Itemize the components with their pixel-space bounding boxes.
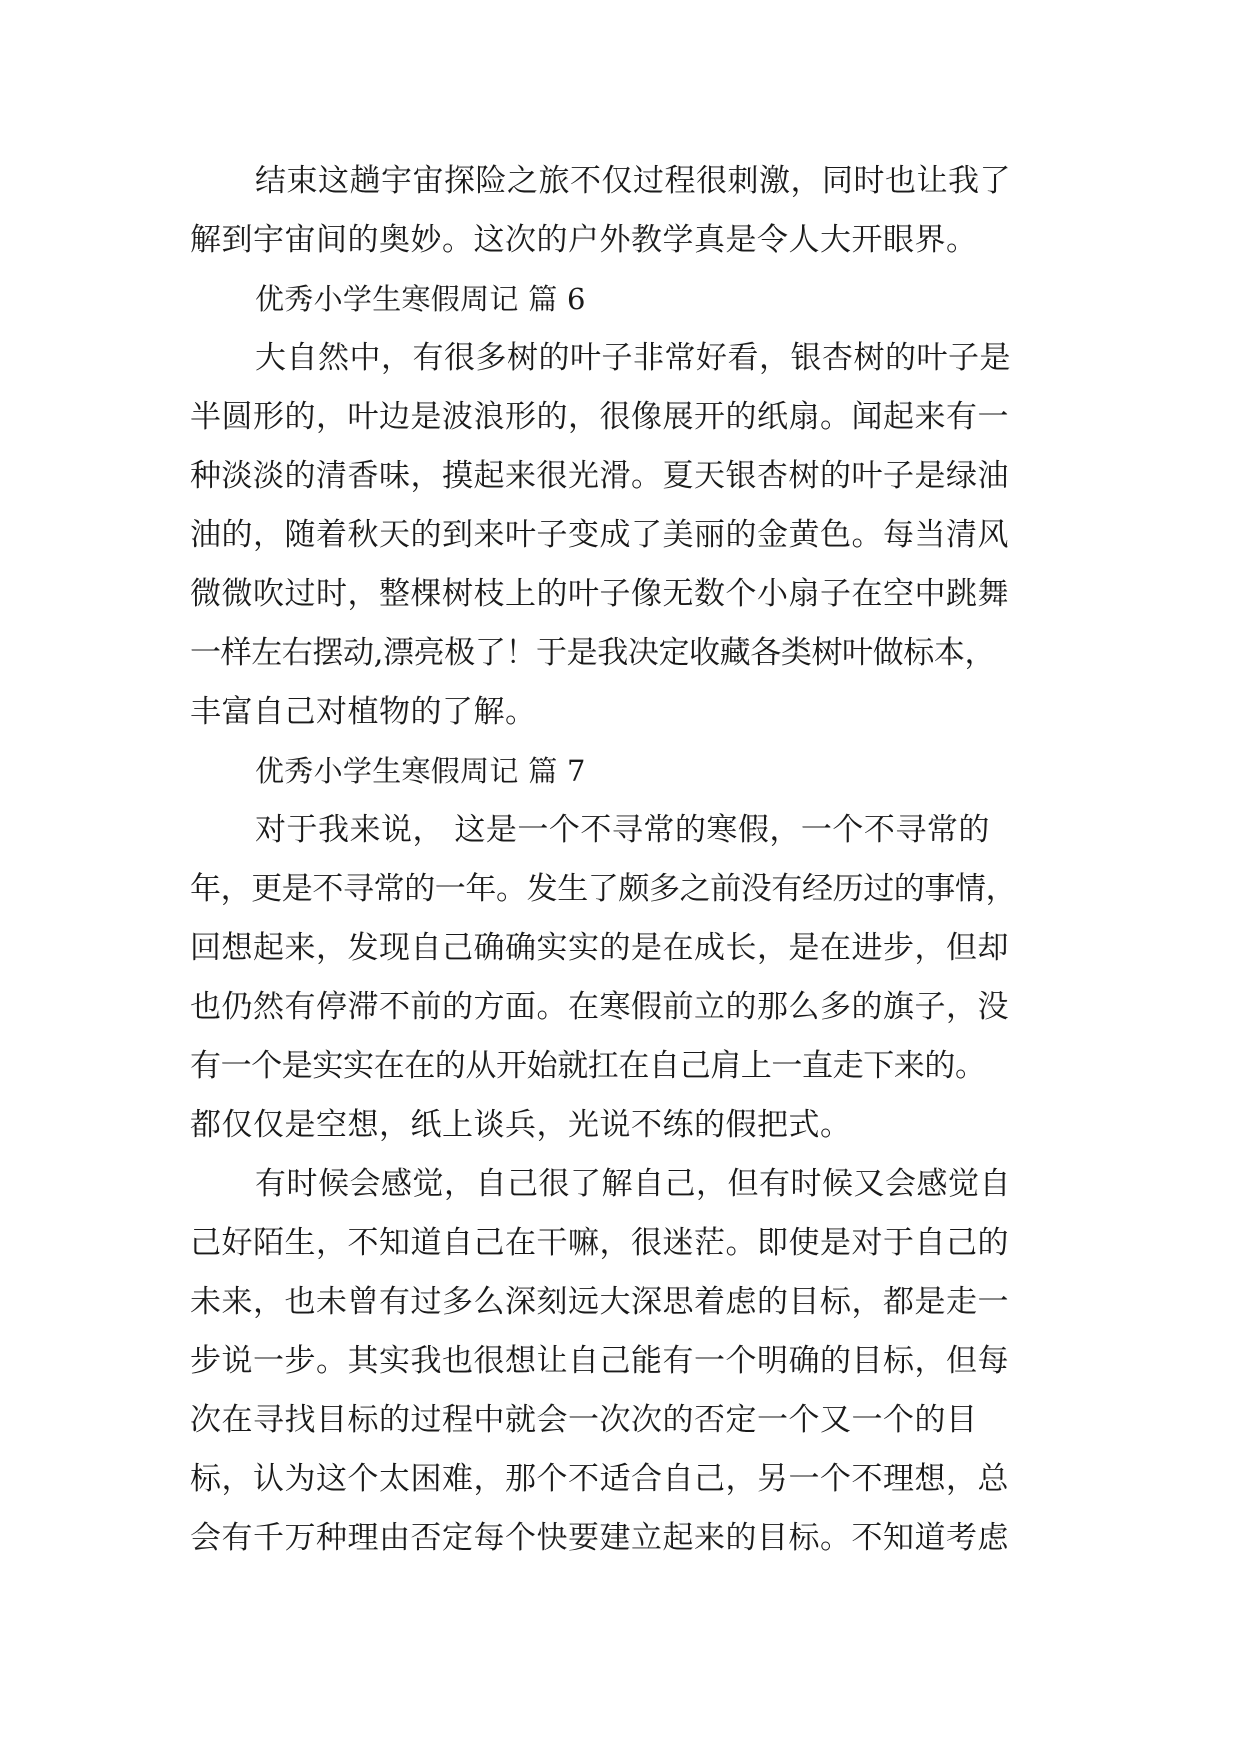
paragraph-line: 回想起来，发现自己确确实实的是在成长，是在进步，但却: [190, 930, 1009, 966]
paragraph-line: 未来，也未曾有过多么深刻远大深思着虑的目标，都是走一: [190, 1284, 1009, 1320]
paragraph-line: 结束这趟宇宙探险之旅不仅过程很刺激，同时也让我了: [255, 163, 1011, 199]
paragraph-line: 微微吹过时，整棵树枝上的叶子像无数个小扇子在空中跳舞: [190, 576, 1009, 612]
paragraph-line: 种淡淡的清香味，摸起来很光滑。夏天银杏树的叶子是绿油: [190, 458, 1009, 494]
paragraph-line: 步说一步。其实我也很想让自己能有一个明确的目标，但每: [190, 1343, 1009, 1379]
paragraph-line: 都仅仅是空想，纸上谈兵，光说不练的假把式。: [190, 1107, 852, 1143]
paragraph-line: 解到宇宙间的奥妙。这次的户外教学真是令人大开眼界。: [190, 222, 978, 258]
paragraph-line: 对于我来说， 这是一个不寻常的寒假，一个不寻常的: [255, 812, 990, 848]
document-body: [190, 152, 1060, 1568]
paragraph-line: 半圆形的，叶边是波浪形的，很像展开的纸扇。闻起来有一: [190, 399, 1009, 435]
paragraph-line: 会有千万种理由否定每个快要建立起来的目标。不知道考虑: [190, 1520, 1009, 1556]
paragraph-line: 有时候会感觉，自己很了解自己，但有时候又会感觉自: [255, 1166, 1011, 1202]
paragraph-line: 年，更是不寻常的一年。发生了颇多之前没有经历过的事情，: [190, 871, 1017, 907]
paragraph-line: 己好陌生，不知道自己在干嘛，很迷茫。即使是对于自己的: [190, 1225, 1009, 1261]
paragraph-line: 标，认为这个太困难，那个不适合自己，另一个不理想，总: [190, 1461, 1009, 1497]
paragraph-line: 次在寻找目标的过程中就会一次次的否定一个又一个的目: [190, 1402, 978, 1438]
paragraph-line: 油的，随着秋天的到来叶子变成了美丽的金黄色。每当清风: [190, 517, 1009, 553]
paragraph-line: 一样左右摆动,漂亮极了！于是我决定收藏各类树叶做标本，: [190, 635, 996, 671]
paragraph-line: 丰富自己对植物的了解。: [190, 694, 537, 730]
section-heading: 优秀小学生寒假周记 篇 6: [255, 282, 586, 316]
paragraph-line: 也仍然有停滞不前的方面。在寒假前立的那么多的旗子，没: [190, 989, 1009, 1025]
section-heading: 优秀小学生寒假周记 篇 7: [255, 754, 586, 788]
paragraph-line: 有一个是实实在在的从开始就扛在自己肩上一直走下来的。: [190, 1048, 986, 1084]
paragraph-line: 大自然中，有很多树的叶子非常好看，银杏树的叶子是: [255, 340, 1011, 376]
